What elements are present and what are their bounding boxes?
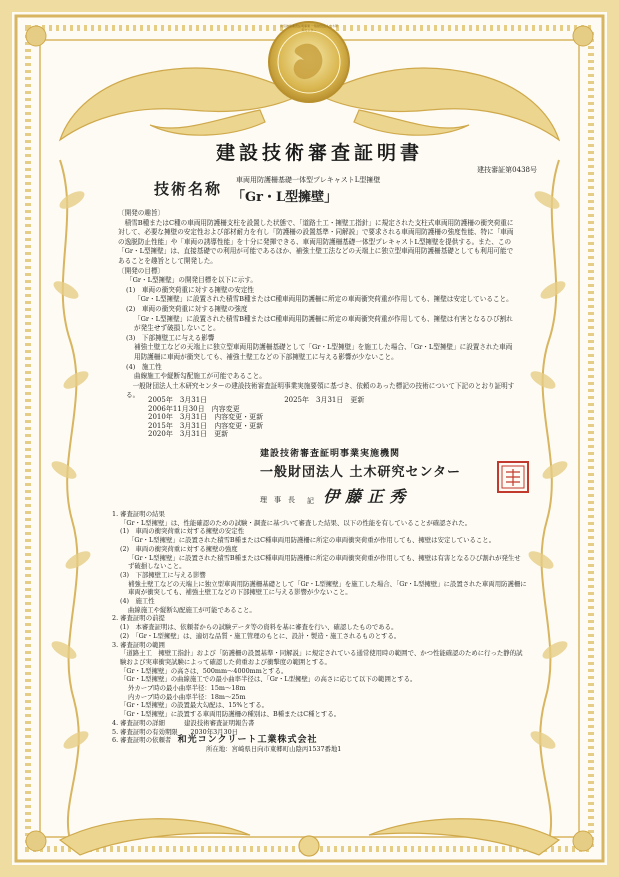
technology-subname: 車両用防護柵基礎一体型プレキャストL型擁壁	[236, 176, 381, 184]
detail-line: 補強土壁工などの天端上に独立型車両用防護柵基礎として「Gr・L型擁壁」を施工した場合、「Gr・L型擁壁」に設置された車両用防護柵に車両が衝突しても、補強土壁工などの下部擁壁工に与える影響が少ないこと。	[128, 579, 527, 597]
ki-heading: 記	[307, 497, 314, 505]
body-line: 積雪B種またはC種の車両用防護柵支柱を設置した状態で、「道路土工・擁壁工指針」に規定された支柱式車両用防護柵の衝突荷重に対して、必要な擁壁の安定性および部材耐力を有し「防護柵の設置基準・同解説」で要求される車両用防護柵の強度性能、特に「車両の逸脱防止性能」や「車両の誘導性能」を十分に発揮できる、車両用防護柵基礎一体型プレキャストL型擁壁を提供する。また、この「Gr・L型擁壁」は、直接基礎での利用が可能であるほか、補強土壁工法などの天端上に独立型車両用防護柵基礎としても利用可能であることを趣旨として開発した。	[118, 218, 514, 265]
body-line: (1) 車両の衝突荷重に対する擁壁の安定性	[126, 285, 255, 294]
revision-row	[148, 422, 364, 431]
body-line: 曲線施工や縦断勾配施工が可能であること。	[134, 372, 266, 381]
detail-line: 2. 審査証明の前提	[112, 614, 165, 623]
revision-note: 更新	[214, 430, 229, 438]
body-line: (3) 下部擁壁工に与える影響	[126, 333, 215, 342]
detail-line: (2) 「Gr・L型擁壁」は、適切な品質・施工管理のもとに、設計・製造・施工されるものとする。	[120, 631, 401, 640]
certificate-number: 建技審証第0438号	[477, 166, 537, 174]
detail-line: 1. 審査証明の結果	[112, 510, 165, 518]
body-line: 「Gr・L型擁壁」に設置された積雪B種またはC種車両用防護柵に所定の車両衝突荷重が作用しても、擁壁は安定していること。	[134, 295, 513, 304]
revision-date: 2005年 3月31日	[148, 396, 208, 404]
detail-line: 「Gr・L型擁壁」に設置する車両用防護柵の種別は、B種またはC種とする。	[120, 710, 341, 719]
detail-line: 外カーブ時の最小曲率半径：15m～18m	[128, 684, 246, 693]
body-line: 一般財団法人土木研究センターの建設技術審査証明事業実施要領に基づき、依頼のあった標記の技術について下記のとおり証明する。	[126, 381, 515, 400]
detail-line: (4) 施工性	[120, 597, 155, 606]
body-line: (4) 施工性	[126, 362, 162, 371]
detail-line: (1) 車両の衝突荷重に対する擁壁の安定性	[120, 527, 245, 536]
detail-line: 3. 審査証明の範囲	[112, 640, 165, 649]
revision-row	[148, 396, 364, 405]
official-seal-icon	[496, 460, 530, 494]
detail-line: 5. 審査証明の有効期限 2030年3月30日	[112, 727, 239, 736]
revision-row	[148, 413, 364, 422]
top-seal-emblem: 建設技術審査証明事業 一般財団法人土木研究センター	[280, 24, 338, 32]
detail-line: 「道路土工 擁壁工指針」および「防護柵の設置基準・同解説」に規定されている通常使用時の範囲で、かつ性能確認のために行った静的試験および実車衝突試験によって確認した荷重および衝撃度の範囲とする。	[120, 649, 523, 666]
body-line: 「Gr・L型擁壁」の開発目標を以下に示す。	[126, 276, 257, 285]
detail-line: 「Gr・L型擁壁」の高さは、500mm～4000mmとする。	[120, 666, 288, 675]
body-line: (2) 車両の衝突荷重に対する擁壁の強度	[126, 304, 248, 313]
body-line: 〔開発の趣旨〕	[118, 209, 165, 217]
requester-company: 和光コンクリート工業株式会社	[177, 735, 318, 746]
revision-row	[148, 405, 364, 414]
detail-line: 曲線施工や縦断勾配施工が可能であること。	[128, 605, 256, 614]
detail-line: (2) 車両の衝突荷重に対する擁壁の強度	[120, 544, 238, 553]
detail-line: 「Gr・L型擁壁」に設置された積雪B種またはC種車両用防護柵に所定の車両衝突荷重が作用しても、擁壁は安定していること。	[128, 536, 496, 545]
detail-line: 「Gr・L型擁壁」は、性能確認のための試験・調査に基づいて審査した結果、以下の性能を有していることが確認された。	[120, 518, 472, 527]
revision-date: 2015年 3月31日	[148, 421, 208, 430]
technology-name: 「Gr・L型擁壁」	[232, 190, 338, 205]
revision-note: 内容変更・更新	[214, 413, 264, 421]
detail-line: 4. 審査証明の詳細 建設技術審査証明報告書	[112, 718, 255, 727]
page-title: 建設技術審査証明書	[215, 142, 423, 164]
issuer-block	[260, 446, 550, 507]
detail-line: (1) 本審査証明は、依頼者からの試験データ等の資料を基に審査を行い、確認したものである。	[120, 623, 398, 632]
body-line: 〔開発の目標〕	[118, 266, 165, 275]
revision-date: 2025年 3月31日	[284, 396, 344, 404]
issuer-signature: 伊藤正秀	[323, 487, 412, 506]
detail-line: 「Gr・L型擁壁」の曲線施工での最小曲率半径は、「Gr・L型擁壁」の高さに応じて以下の範囲とする。	[120, 675, 417, 684]
detail-line: 内カーブ時の最小曲率半径：18m～25m	[128, 692, 246, 701]
requester-address: 所在地：宮崎県日向市東郷町山陰丙1537番地1	[206, 744, 342, 753]
issuer-organization: 一般財団法人 土木研究センター	[260, 465, 462, 480]
revision-row	[148, 430, 364, 439]
revision-note: 内容変更・更新	[214, 421, 264, 430]
technology-label: 技術名称	[154, 180, 223, 198]
revision-history	[148, 396, 364, 439]
revision-note: 更新	[350, 396, 365, 404]
requester-row	[112, 736, 527, 745]
revision-date: 2006年11月30日	[148, 404, 205, 413]
requester-label: 6. 審査証明の依頼者	[112, 736, 172, 745]
issuer-program: 建設技術審査証明事業実施機関	[260, 449, 401, 459]
issuer-role: 理 事 長	[260, 496, 295, 504]
detail-line: 「Gr・L型擁壁」の設置最大勾配は、15%とする。	[120, 701, 269, 710]
detail-line: (3) 下部擁壁工に与える影響	[120, 570, 206, 579]
revision-note: 内容変更	[211, 404, 240, 413]
body-line: 補強土壁工などの天端上に独立型車両用防護柵基礎として「Gr・L型擁壁」を施工した場合、「Gr・L型擁壁」に設置された車両用防護柵に車両が衝突しても、補強土壁工などの下部擁壁工に与える影響が少ないこと。	[134, 343, 513, 361]
detail-line: 「Gr・L型擁壁」に設置された積雪B種またはC種車両用防護柵に所定の車両衝突荷重が作用しても、擁壁は有害となるひび割れが発生せず破損しないこと。	[128, 553, 521, 571]
certification-details	[112, 510, 527, 754]
revision-date: 2020年 3月31日	[148, 430, 208, 438]
body-line: 「Gr・L型擁壁」に設置された積雪B種またはC種車両用防護柵に所定の車両衝突荷重が作用しても、擁壁は有害となるひび割れが発生せず破損しないこと。	[134, 314, 513, 333]
purpose-and-goals	[118, 209, 518, 401]
revision-date: 2010年 3月31日	[148, 413, 208, 421]
